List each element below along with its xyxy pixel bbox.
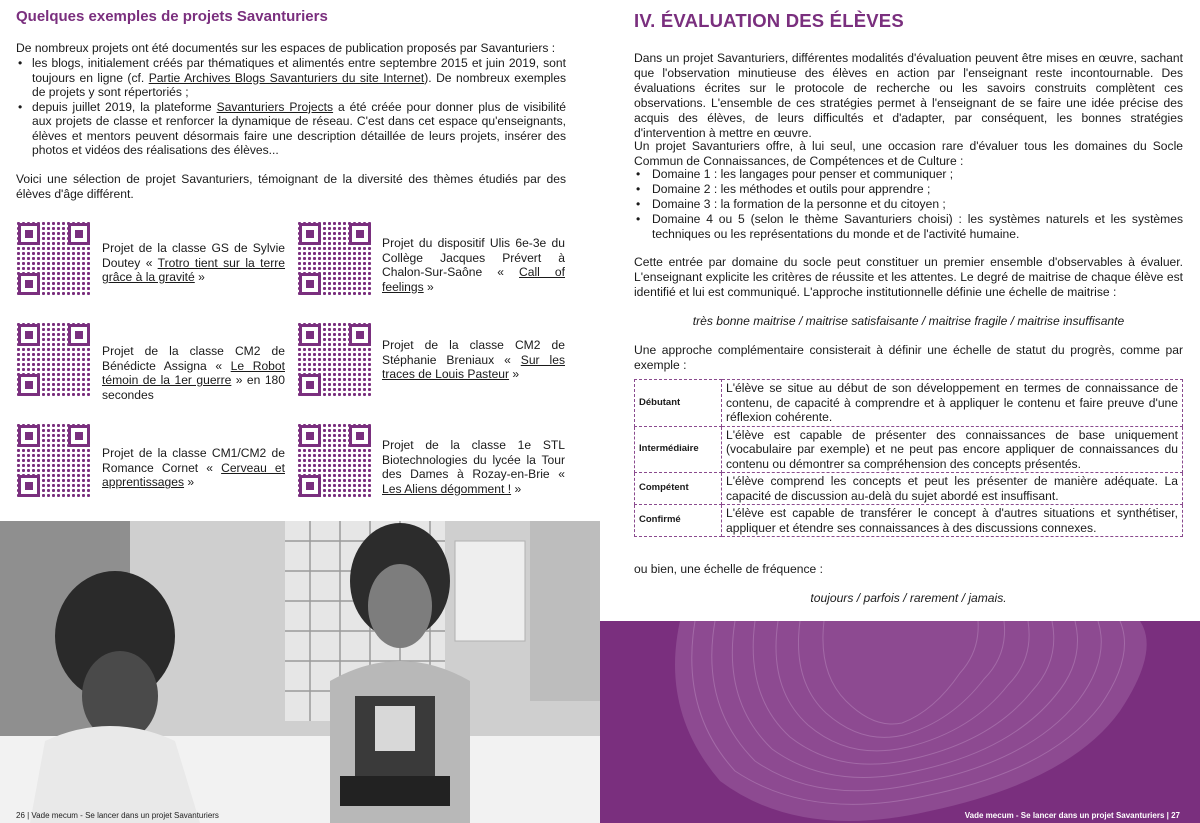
level-name: Intermédiaire: [635, 426, 722, 473]
qr-code-icon[interactable]: [16, 322, 92, 398]
progress-scale-table: [634, 379, 1183, 537]
socle-paragraph: Un projet Savanturiers offre, à lui seul, une occasion rare d'évaluer tous les domaines du Socle Commun de Connaissances, de Compétences et de Culture :: [634, 139, 1183, 168]
list-item: • Domaine 4 ou 5 (selon le thème Savanturiers choisi) : les systèmes naturels et les systèmes techniques ou les représentations du monde et de l'activité humaine.: [634, 212, 1183, 242]
project-link[interactable]: Le Robot témoin de la 1er guerre: [102, 358, 285, 387]
qr-code-icon[interactable]: [16, 423, 92, 499]
qr-code-icon[interactable]: [297, 221, 373, 297]
table-row: [635, 380, 1183, 427]
project-item: Projet de la classe CM2 de Stéphanie Breniaux « Sur les traces de Louis Pasteur »: [382, 338, 565, 381]
list-item: • Domaine 1 : les langages pour penser et communiquer ;: [634, 167, 1183, 182]
project-item: Projet de la classe CM1/CM2 de Romance Cornet « Cerveau et apprentissages »: [102, 446, 285, 489]
project-item: Projet de la classe 1e STL Biotechnologies du lycée la Tour des Dames à Rozay-en-Brie « Les Aliens dégomment ! »: [382, 438, 565, 496]
list-item: • Domaine 3 : la formation de la personne et du citoyen ;: [634, 197, 1183, 212]
projects-platform-link[interactable]: Savanturiers Projects: [216, 99, 334, 114]
progress-paragraph: Une approche complémentaire consisterait à définir une échelle de statut du progrès, comme par exemple :: [634, 343, 1183, 372]
decorative-band: [600, 621, 1200, 823]
table-row: [635, 505, 1183, 537]
archives-link[interactable]: Partie Archives Blogs Savanturiers du site Internet: [148, 70, 425, 85]
level-description: L'élève est capable de transférer le concept à d'autres situations et synthétiser, appliquer et étendre ses connaissances à des discussions connexes.: [722, 505, 1183, 537]
frequency-paragraph: ou bien, une échelle de fréquence :: [634, 562, 823, 576]
mastery-scale: très bonne maitrise / maitrise satisfaisante / maitrise fragile / maitrise insuffisante: [692, 314, 1125, 328]
list-item: • depuis juillet 2019, la plateforme Savanturiers Projects a été créée pour donner plus de visibilité aux projets de classe et renforcer la dynamique de réseau. C'est dans cet espace qu'enseignants, élèves et mentors peuvent désormais faire une description détaillée de leurs projets, insérer des photos et vidéos des réalisations des élèves...: [16, 100, 566, 158]
project-link[interactable]: Call of feelings: [382, 265, 565, 294]
project-item: Projet de la classe GS de Sylvie Doutey « Trotro tient sur la terre grâce à la gravité »: [102, 241, 286, 284]
project-link[interactable]: Sur les traces de Louis Pasteur: [382, 352, 565, 381]
qr-code-icon[interactable]: [16, 221, 92, 297]
page-footer-right: Vade mecum - Se lancer dans un projet Savanturiers | 27: [964, 811, 1180, 820]
qr-code-icon[interactable]: [297, 322, 373, 398]
domain-list: [634, 167, 1183, 242]
contour-pattern-icon: [600, 621, 1200, 823]
level-name: Confirmé: [635, 505, 722, 537]
list-item: • les blogs, initialement créés par thématiques et alimentés entre septembre 2015 et juin 2019, sont toujours en ligne (cf. Partie Archives Blogs Savanturiers du site Internet). De nombreux exemples de projets y sont répertoriés ;: [16, 56, 566, 100]
project-link[interactable]: Les Aliens dégomment !: [382, 481, 512, 496]
section-title: Quelques exemples de projets Savanturiers: [16, 8, 328, 25]
intro-paragraph: De nombreux projets ont été documentés sur les espaces de publication proposés par Savanturiers :: [16, 41, 556, 55]
level-name: Débutant: [635, 380, 722, 427]
project-item: Projet du dispositif Ulis 6e-3e du Collège Jacques Prévert à Chalon-Sur-Saône « Call of feelings »: [382, 236, 565, 294]
observables-paragraph: Cette entrée par domaine du socle peut constituer un premier ensemble d'observables à évaluer. L'enseignant explicite les critères de réussite et les attentes. Le degré de maitrise de chaque élève est identifié et lui est communiqué. L'approche institutionnelle définie une échelle de maitrise :: [634, 255, 1183, 299]
level-description: L'élève se situe au début de son développement en termes de connaissance de contenu, de capacité à comprendre et à appliquer le contenu et faire preuve d'une réflexion cohérente.: [722, 380, 1183, 427]
project-item: Projet de la classe CM2 de Bénédicte Assigna « Le Robot témoin de la 1er guerre » en 180 secondes: [102, 344, 286, 402]
table-row: [635, 473, 1183, 505]
classroom-photo: [0, 521, 600, 823]
table-row: [635, 426, 1183, 473]
frequency-scale: toujours / parfois / rarement / jamais.: [810, 591, 1007, 605]
evaluation-paragraph: Dans un projet Savanturiers, différentes modalités d'évaluation peuvent être mises en œuvre, sachant que l'observation minutieuse des élèves en action par l'enseignant reste incontournable. Des évaluations écrites sur le protocole de recherche ou les savoirs construits complètent ces observations. L'ensemble de ces stratégies permet à l'enseignant de se faire une idée précise des acquis des élèves, de leurs difficultés et d'adapter, par conséquent, les bonnes stratégies d'intervention à mettre en œuvre.: [634, 51, 1183, 140]
level-name: Compétent: [635, 473, 722, 505]
photo-illustration: [0, 521, 600, 823]
page-footer-left: 26 | Vade mecum - Se lancer dans un projet Savanturiers: [16, 811, 219, 820]
page-right: [600, 0, 1200, 823]
publication-list: [16, 56, 566, 158]
chapter-title: IV. ÉVALUATION DES ÉLÈVES: [634, 10, 904, 31]
level-description: L'élève est capable de présenter des connaissances de base uniquement (vocabulaire par exemple) et ne peut pas encore appliquer de connaissances du contenu ou démontrer sa compréhension des concepts présentés.: [722, 426, 1183, 473]
level-description: L'élève comprend les concepts et peut les présenter de manière adéquate. La capacité de discussion au-delà du sujet abordé est insuffisant.: [722, 473, 1183, 505]
qr-code-icon[interactable]: [297, 423, 373, 499]
selection-paragraph: Voici une sélection de projet Savanturiers, témoignant de la diversité des thèmes étudiés par des élèves d'âge différent.: [16, 172, 566, 201]
list-item: • Domaine 2 : les méthodes et outils pour apprendre ;: [634, 182, 1183, 197]
project-link[interactable]: Cerveau et apprentissages: [102, 460, 285, 489]
project-link[interactable]: Trotro tient sur la terre grâce à la gravité: [102, 255, 286, 284]
